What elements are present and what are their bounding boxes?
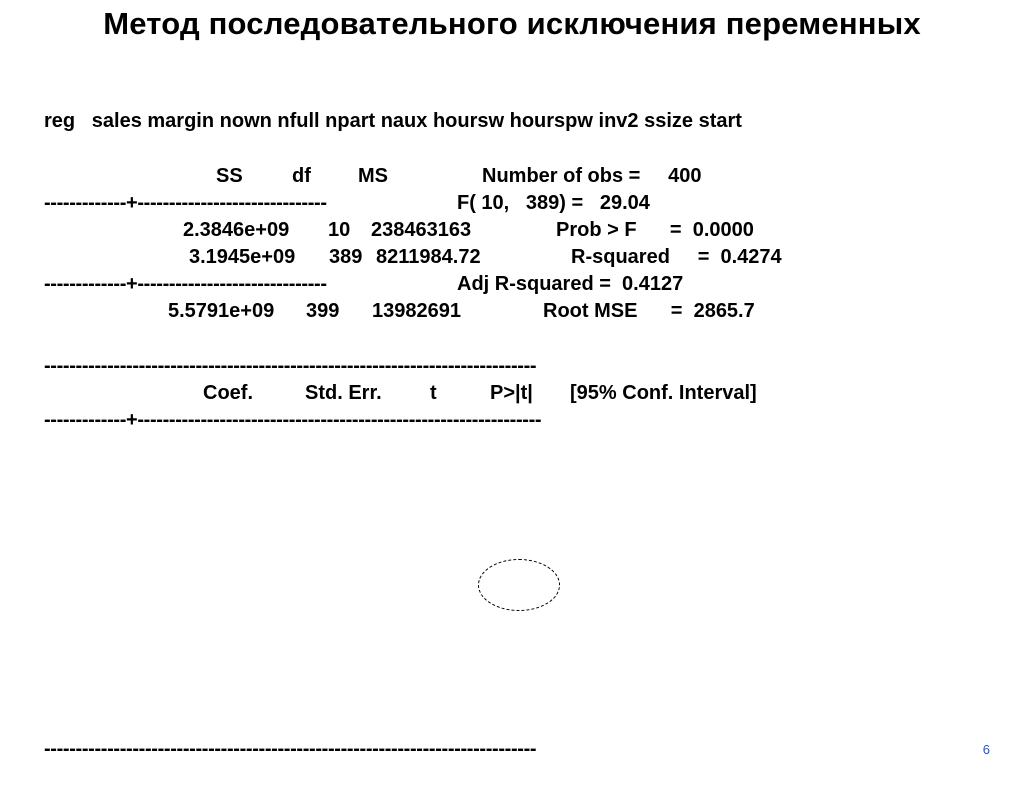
page-number: 6 bbox=[982, 742, 990, 757]
p-value-header: P>|t| bbox=[490, 382, 533, 404]
conf-interval-header: [95% Conf. Interval] bbox=[570, 382, 757, 404]
anova-ms-header: MS bbox=[358, 165, 388, 187]
slide-title: Метод последовательного исключения переменных bbox=[103, 6, 921, 41]
nobs-stat: Number of obs = 400 bbox=[482, 165, 702, 187]
anova-rule-1: -------------+------------------------------ bbox=[44, 192, 327, 214]
anova-rule-2: -------------+------------------------------ bbox=[44, 273, 327, 295]
anova-df-header: df bbox=[292, 165, 311, 187]
coef-rule-bottom: ------------------------------------------------------------------------------ bbox=[44, 738, 537, 760]
model-ms: 238463163 bbox=[371, 219, 472, 241]
coef-header-row bbox=[0, 380, 757, 407]
r-squared-stat: R-squared = 0.4274 bbox=[571, 246, 782, 268]
residual-ms: 8211984.72 bbox=[376, 246, 481, 268]
anova-total-row bbox=[0, 298, 755, 325]
root-mse-stat: Root MSE = 2865.7 bbox=[543, 300, 755, 322]
anova-ss-header: SS bbox=[216, 165, 243, 187]
residual-ss: 3.1945e+09 bbox=[189, 246, 296, 268]
model-df: 10 bbox=[328, 219, 351, 241]
adj-r-squared-stat: Adj R-squared = 0.4127 bbox=[457, 273, 684, 295]
coef-separator-top bbox=[0, 353, 537, 380]
coef-separator-bottom bbox=[0, 736, 537, 763]
total-df: 399 bbox=[306, 300, 340, 322]
anova-model-row bbox=[0, 217, 754, 244]
total-ss: 5.5791e+09 bbox=[168, 300, 275, 322]
anova-residual-row bbox=[0, 244, 782, 271]
regress-command: reg sales margin nown nfull npart naux hoursw hourspw inv2 ssize start bbox=[44, 110, 742, 132]
coef-rule-mid: -------------+---------------------------------------------------------------- bbox=[44, 409, 542, 431]
command-line bbox=[0, 108, 742, 135]
coef-rule-top: ------------------------------------------------------------------------------ bbox=[44, 355, 537, 377]
anova-separator-2 bbox=[0, 271, 684, 298]
highlight-ellipse bbox=[478, 559, 560, 611]
residual-df: 389 bbox=[329, 246, 363, 268]
std-err-header: Std. Err. bbox=[305, 382, 382, 404]
coef-separator-mid bbox=[0, 407, 542, 434]
f-stat: F( 10, 389) = 29.04 bbox=[457, 192, 650, 214]
prob-f-stat: Prob > F = 0.0000 bbox=[556, 219, 754, 241]
t-header: t bbox=[430, 382, 437, 404]
anova-header-row bbox=[0, 163, 702, 190]
anova-separator-1 bbox=[0, 190, 650, 217]
model-ss: 2.3846e+09 bbox=[183, 219, 290, 241]
coef-header: Coef. bbox=[203, 382, 253, 404]
total-ms: 13982691 bbox=[372, 300, 461, 322]
